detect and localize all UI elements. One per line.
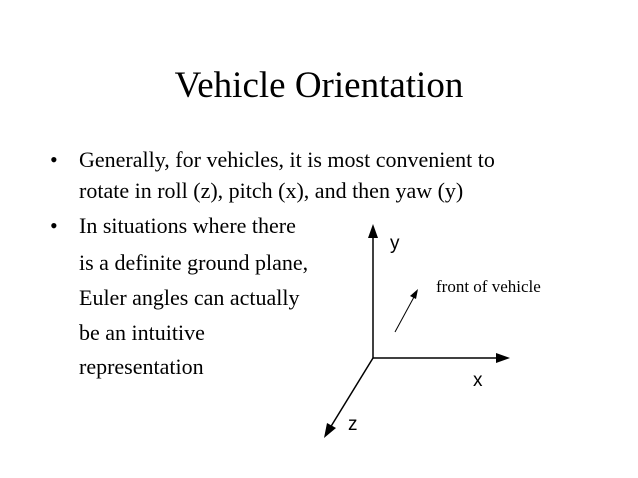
front-vector <box>395 289 418 332</box>
slide-title: Vehicle Orientation <box>174 65 464 106</box>
x-axis-arrowhead <box>496 353 510 363</box>
bullet-1-line-1: Generally, for vehicles, it is most convenient to <box>79 147 495 172</box>
front-of-vehicle-label: front of vehicle <box>436 277 541 296</box>
z-axis-arrowhead <box>324 423 336 438</box>
bullet-2-line-2: is a definite ground plane, <box>79 250 309 275</box>
front-vector-arrowhead <box>410 289 418 299</box>
y-axis <box>368 224 378 358</box>
axis-x-label: x <box>473 370 483 391</box>
bullet-1-line-2: rotate in roll (z), pitch (x), and then yaw (y) <box>79 178 464 203</box>
axis-y-label: y <box>390 233 400 254</box>
bullet-2-line-5: representation <box>79 354 204 379</box>
bullet-marker: • <box>50 147 58 172</box>
x-axis <box>373 353 510 363</box>
bullet-2-line-1: In situations where there <box>79 213 296 238</box>
bullet-2-line-3: Euler angles can actually <box>79 285 300 310</box>
bullet-2-line-4: be an intuitive <box>79 320 205 345</box>
bullet-marker: • <box>50 213 58 238</box>
axis-z-label: z <box>348 414 358 435</box>
y-axis-arrowhead <box>368 224 378 238</box>
